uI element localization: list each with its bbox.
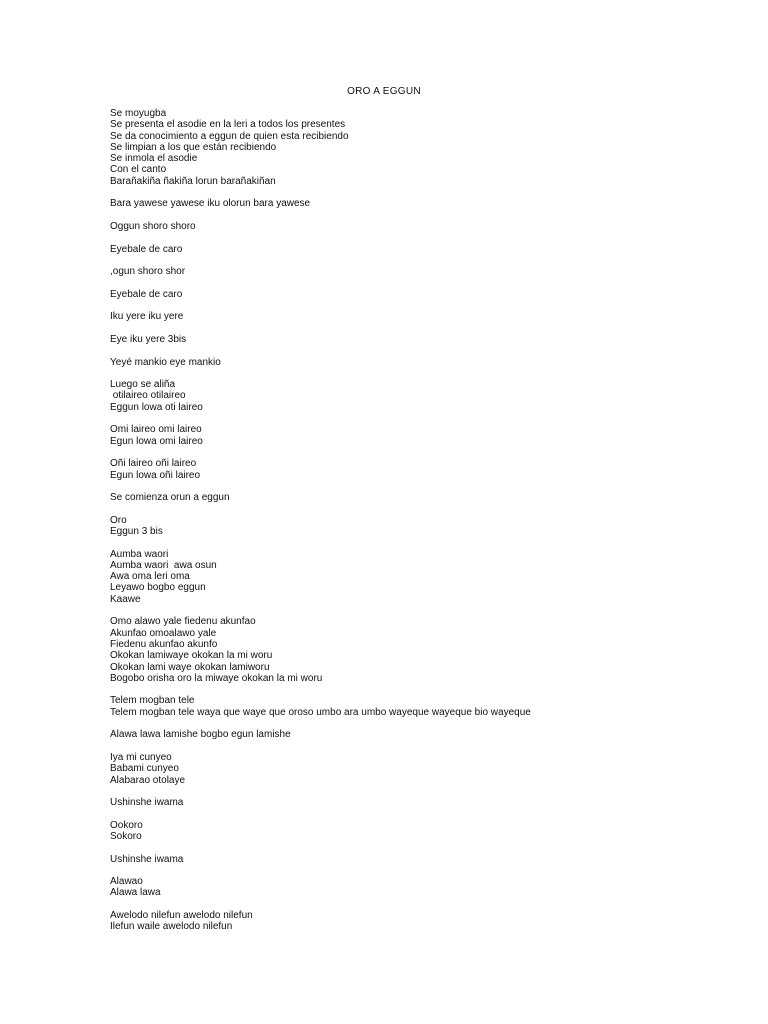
text-line: Ushinshe iwama (110, 853, 184, 865)
text-line: Eyebale de caro (110, 243, 183, 255)
stanza (110, 221, 710, 232)
text-line: Luego se aliña (110, 379, 176, 391)
text-line: Okokan lamiwaye okokan la mi woru (110, 650, 273, 662)
text-line: Oggun shoro shoro (110, 220, 196, 232)
stanza (110, 515, 710, 538)
text-line: Se presenta el asodie en la leri a todos los presentes (110, 119, 346, 131)
stanza (110, 424, 710, 447)
stanza (110, 729, 710, 740)
text-line: Se moyugba (110, 108, 167, 119)
text-line: Okokan lami waye okokan lamiworu (110, 661, 270, 673)
stanza (110, 695, 710, 718)
stanza (110, 289, 710, 300)
text-line: Telem mogban tele waya que waye que oroso umbo ara umbo wayeque wayeque bio wayeque (110, 706, 531, 718)
text-line: Bara yawese yawese iku olorun bara yawese (110, 198, 311, 210)
stanza (110, 616, 710, 684)
text-line: Se inmola el asodie (110, 153, 198, 165)
stanza (110, 752, 710, 786)
text-line: Egun lowa omi laireo (110, 435, 203, 447)
text-line: Oro (110, 514, 127, 526)
text-line: Se da conocimiento a eggun de quien esta recibiendo (110, 130, 349, 142)
text-line: Yeyé mankio eye mankio (110, 356, 221, 368)
text-line: Oñi laireo oñi laireo (110, 458, 197, 470)
text-line: Eye iku yere 3bis (110, 333, 187, 345)
text-line: Babami cunyeo (110, 763, 179, 775)
document-title: ORO A EGGUN (347, 86, 421, 97)
text-line: ,ogun shoro shor (110, 266, 186, 278)
text-line: Omo alawo yale fiedenu akunfao (110, 616, 256, 628)
stanza (110, 797, 710, 808)
text-line: Eggun lowa oti laireo (110, 401, 203, 413)
text-line: otilaireo otilaireo (110, 390, 186, 402)
stanza (110, 854, 710, 865)
stanza (110, 492, 710, 503)
text-line: Akunfao omoalawo yale (110, 627, 217, 639)
text-line: Aumba waori awa osun (110, 559, 217, 571)
text-line: Telem mogban tele (110, 695, 195, 707)
stanza (110, 266, 710, 277)
text-line: Awa oma leri oma (110, 571, 190, 583)
stanza (110, 334, 710, 345)
text-line: Iku yere iku yere (110, 311, 184, 323)
text-line: Con el canto (110, 164, 167, 176)
stanza (110, 357, 710, 368)
text-line: Fiedenu akunfao akunfo (110, 638, 218, 650)
text-line: Omi laireo omi laireo (110, 424, 202, 436)
text-line: Alawa lawa lamishe bogbo egun lamishe (110, 729, 291, 741)
text-line: Barañakiña ñakiña lorun barañakiñan (110, 175, 276, 187)
stanza (110, 244, 710, 255)
text-line: Ilefun waile awelodo nilefun (110, 921, 233, 933)
document-body (110, 108, 710, 944)
text-line: Leyawo bogbo eggun (110, 582, 206, 594)
text-line: Iya mi cunyeo (110, 751, 172, 763)
text-line: Kaawe (110, 593, 141, 605)
text-line: Se comienza orun a eggun (110, 492, 230, 504)
stanza (110, 910, 710, 933)
stanza (110, 198, 710, 209)
stanza (110, 458, 710, 481)
text-line: Sokoro (110, 831, 142, 842)
stanza (110, 549, 710, 605)
stanza (110, 311, 710, 322)
text-line: Ushinshe iwama (110, 797, 184, 809)
stanza (110, 876, 710, 899)
text-line: Aumba waori (110, 548, 169, 560)
text-line: Alawao (110, 876, 143, 888)
text-line: Bogobo orisha oro la miwaye okokan la mi woru (110, 672, 323, 684)
text-line: Eyebale de caro (110, 288, 183, 300)
stanza (110, 108, 710, 187)
text-line: Ookoro (110, 819, 143, 831)
text-line: Alawa lawa (110, 887, 161, 899)
text-line: Alabarao otolaye (110, 774, 186, 786)
text-line: Awelodo nilefun awelodo nilefun (110, 910, 253, 922)
text-line: Egun lowa oñi laireo (110, 469, 201, 481)
stanza (110, 379, 710, 413)
stanza (110, 820, 710, 843)
text-line: Eggun 3 bis (110, 525, 163, 537)
text-line: Se limpian a los que están recibiendo (110, 141, 277, 153)
